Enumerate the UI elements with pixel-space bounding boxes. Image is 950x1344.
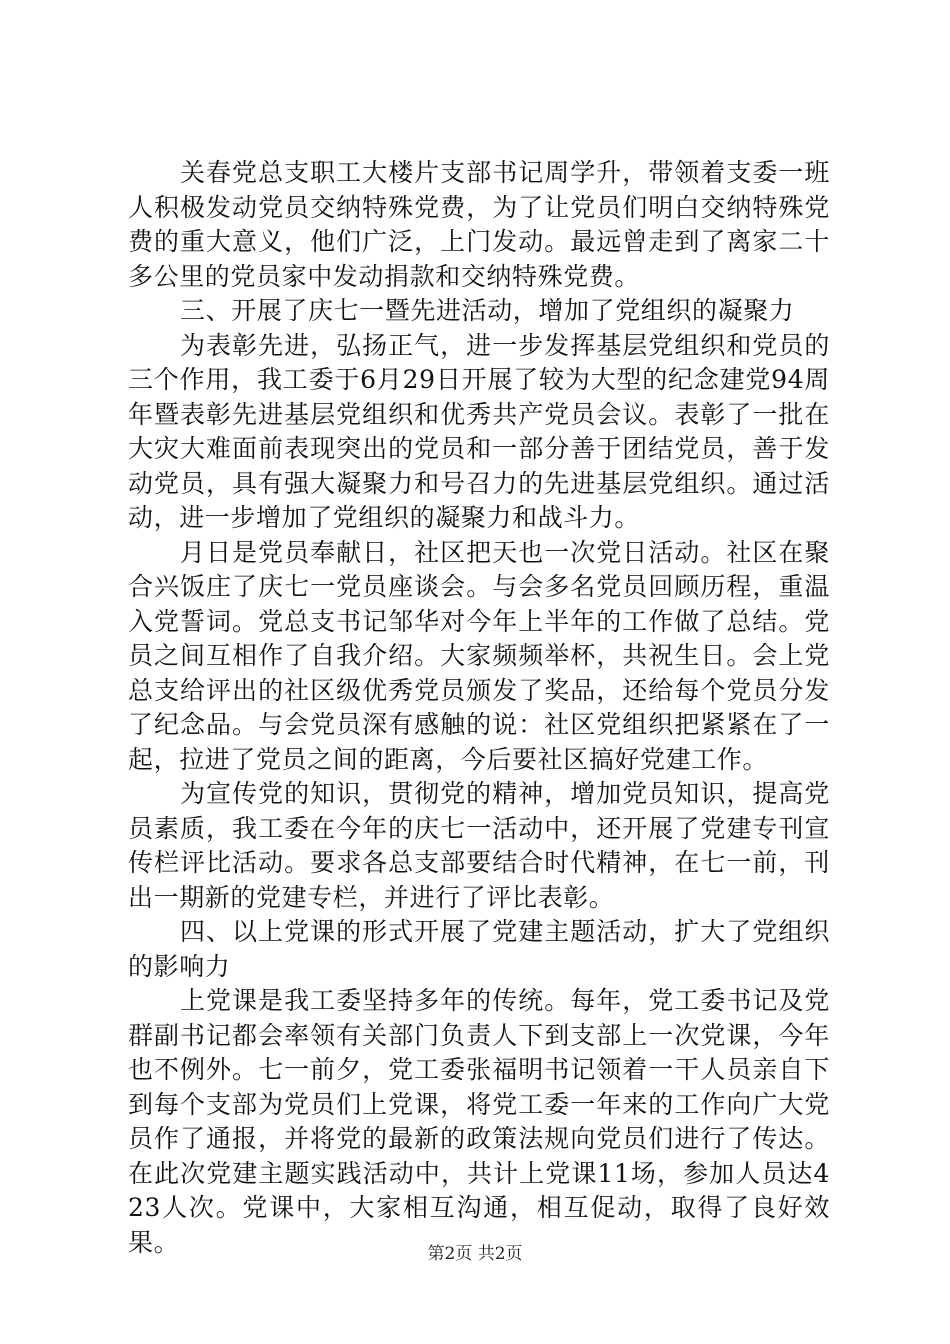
paragraph-5: 上党课是我工委坚持多年的传统。每年，党工委书记及党群副书记都会率领有关部门负责人下到支部上一次党课，今年也不例外。七一前夕，党工委张福明书记领着一干人员亲自下到每个支部为党员们上党课，将党工委一年来的工作向广大党员作了通报，并将党的最新的政策法规向党员们进行了传达。在此次党建主题实践活动中，共计上党课11场，参加人员达423人次。党课中，大家相互沟通，相互促动，取得了良好效果。 xyxy=(128,986,830,1257)
paragraph-3: 月日是党员奉献日，社区把天也一次党日活动。社区在聚合兴饭庄了庆七一党员座谈会。与会多名党员回顾历程，重温入党誓词。党总支书记邹华对今年上半年的工作做了总结。党员之间互相作了自我介绍。大家频频举杯，共祝生日。会上党总支给评出的社区级优秀党员颁发了奖品，还给每个党员分发了纪念品。与会党员深有感触的说：社区党组织把紧紧在了一起，拉进了党员之间的距离，今后要社区搞好党建工作。 xyxy=(128,537,830,774)
section-heading-4: 四、以上党课的形式开展了党建主题活动，扩大了党组织的影响力 xyxy=(128,917,830,981)
paragraph-1: 关春党总支职工大楼片支部书记周学升，带领着支委一班人积极发动党员交纳特殊党费，为了让党员们明白交纳特殊党费的重大意义，他们广泛，上门发动。最远曾走到了离家二十多公里的党员家中发动捐款和交纳特殊党费。 xyxy=(128,158,830,291)
paragraph-4: 为宣传党的知识，贯彻党的精神，增加党员知识，提高党员素质，我工委在今年的庆七一活动中，还开展了党建专刊宣传栏评比活动。要求各总支部要结合时代精神，在七一前，刊出一期新的党建专栏，并进行了评比表彰。 xyxy=(128,779,830,912)
page-footer: 第2页 共2页 xyxy=(427,1244,523,1264)
document-body xyxy=(128,156,830,1260)
section-heading-3: 三、开展了庆七一暨先进活动，增加了党组织的凝聚力 xyxy=(180,296,795,325)
paragraph-2: 为表彰先进，弘扬正气，进一步发挥基层党组织和党员的三个作用，我工委于6月29日开展了较为大型的纪念建党94周年暨表彰先进基层党组织和优秀共产党员会议。表彰了一批在大灾大难面前表现突出的党员和一部分善于团结党员，善于发动党员，具有强大凝聚力和号召力的先进基层党组织。通过活动，进一步增加了党组织的凝聚力和战斗力。 xyxy=(128,330,830,532)
